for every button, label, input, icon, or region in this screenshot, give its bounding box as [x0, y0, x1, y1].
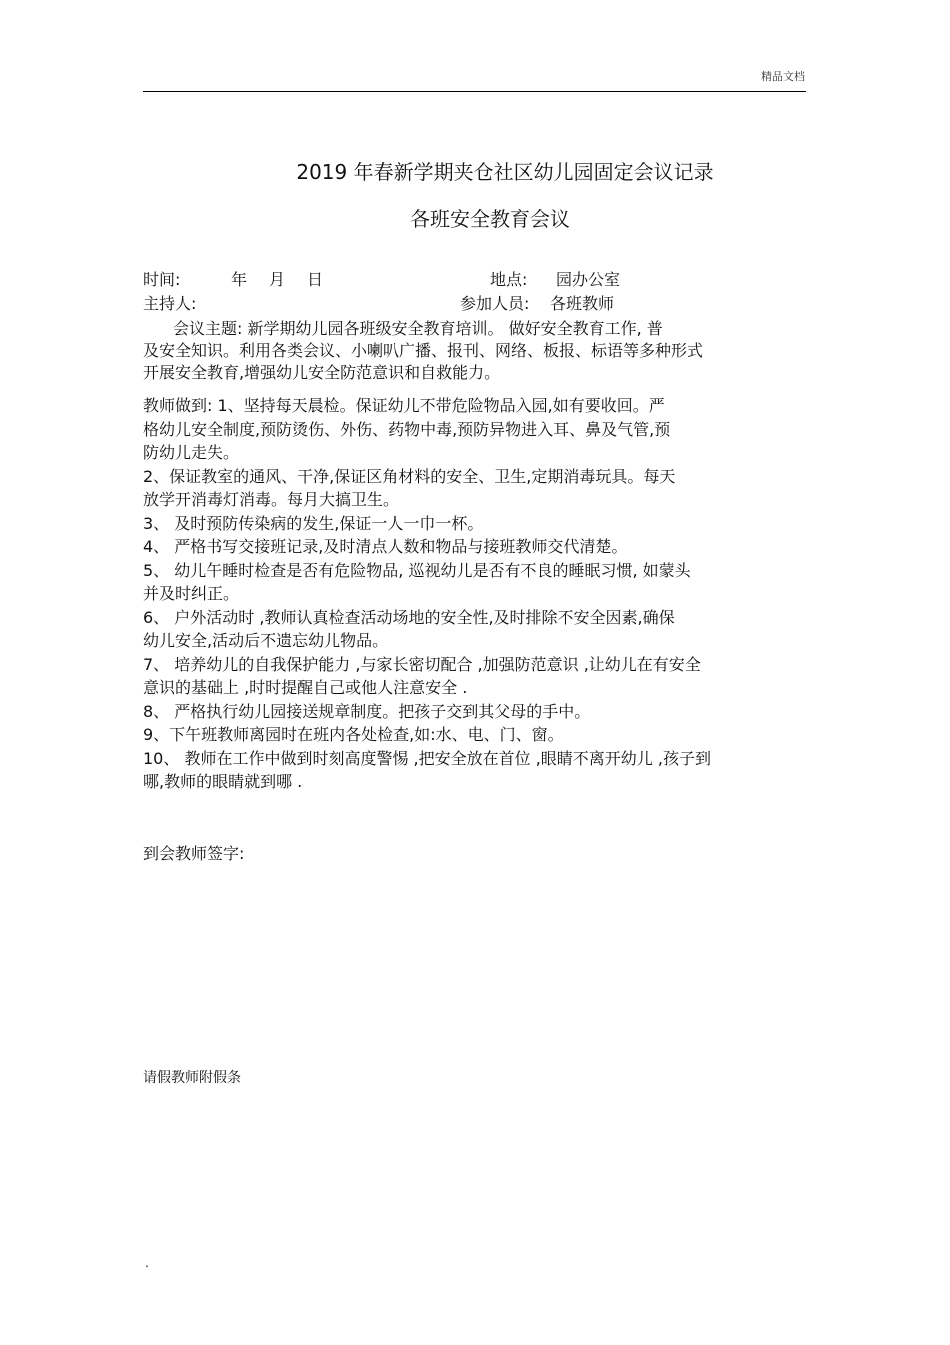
footer-dot: .	[145, 1256, 149, 1270]
meta-place-value: 园办公室	[556, 270, 621, 289]
meta-year: 年	[231, 270, 248, 289]
duty-line: 并及时纠正。	[143, 584, 240, 603]
meta-participants-value: 各班教师	[550, 294, 615, 313]
topic-line: 开展安全教育,增强幼儿安全防范意识和自救能力。	[143, 363, 501, 382]
meta-time-label: 时间:	[143, 270, 181, 289]
duty-line: 幼儿安全,活动后不遗忘幼儿物品。	[143, 631, 389, 650]
document-subtitle: 各班安全教育会议	[410, 207, 570, 231]
duty-line: 8、 严格执行幼儿园接送规章制度。把孩子交到其父母的手中。	[143, 701, 591, 721]
meta-day: 日	[307, 270, 324, 289]
duty-line: 2、保证教室的通风、干净,保证区角材料的安全、卫生,定期消毒玩具。每天	[143, 466, 676, 486]
meta-month: 月	[269, 270, 286, 289]
leave-note-label: 请假教师附假条	[143, 1070, 241, 1086]
duty-line: 10、 教师在工作中做到时刻高度警惕 ,把安全放在首位 ,眼睛不离开幼儿 ,孩子到	[143, 748, 711, 768]
meta-place-label: 地点:	[490, 270, 528, 289]
duty-line: 格幼儿安全制度,预防烫伤、外伤、药物中毒,预防异物进入耳、鼻及气管,预	[143, 419, 671, 439]
duties-list	[143, 394, 711, 794]
meta-participants-label: 参加人员:	[460, 294, 530, 313]
topic-line: 及安全知识。利用各类会议、小喇叭广播、报刊、网络、板报、标语等多种形式	[143, 341, 704, 360]
signature-label: 到会教师签字:	[143, 844, 245, 863]
duty-line: 7、 培养幼儿的自我保护能力 ,与家长密切配合 ,加强防范意识 ,让幼儿在有安全	[143, 654, 701, 674]
duty-line: 意识的基础上 ,时时提醒自己或他人注意安全 .	[143, 678, 468, 697]
document-title: 2019 年春新学期夹仓社区幼儿园固定会议记录	[296, 160, 714, 184]
duty-line: 防幼儿走失。	[143, 443, 240, 462]
header-label: 精品文档	[761, 70, 805, 83]
duty-line: 放学开消毒灯消毒。每月大搞卫生。	[143, 490, 400, 509]
topic-line: 会议主题: 新学期幼儿园各班级安全教育培训。 做好安全教育工作, 普	[173, 319, 663, 338]
duty-line: 5、 幼儿午睡时检查是否有危险物品, 巡视幼儿是否有不良的睡眠习惯, 如蒙头	[143, 560, 691, 580]
header-rule	[143, 91, 806, 92]
meta-host-label: 主持人:	[143, 294, 197, 313]
duty-line: 6、 户外活动时 ,教师认真检查活动场地的安全性,及时排除不安全因素,确保	[143, 607, 675, 627]
duty-line: 4、 严格书写交接班记录,及时清点人数和物品与接班教师交代清楚。	[143, 537, 628, 556]
duty-line: 3、 及时预防传染病的发生,保证一人一巾一杯。	[143, 513, 484, 533]
topic-paragraph	[143, 318, 703, 384]
duty-line: 9、下午班教师离园时在班内各处检查,如:水、电、门、窗。	[143, 725, 564, 744]
duty-line: 哪,教师的眼睛就到哪 .	[143, 772, 303, 791]
duty-line: 教师做到: 1、坚持每天晨检。保证幼儿不带危险物品入园,如有要收回。严	[143, 396, 665, 415]
